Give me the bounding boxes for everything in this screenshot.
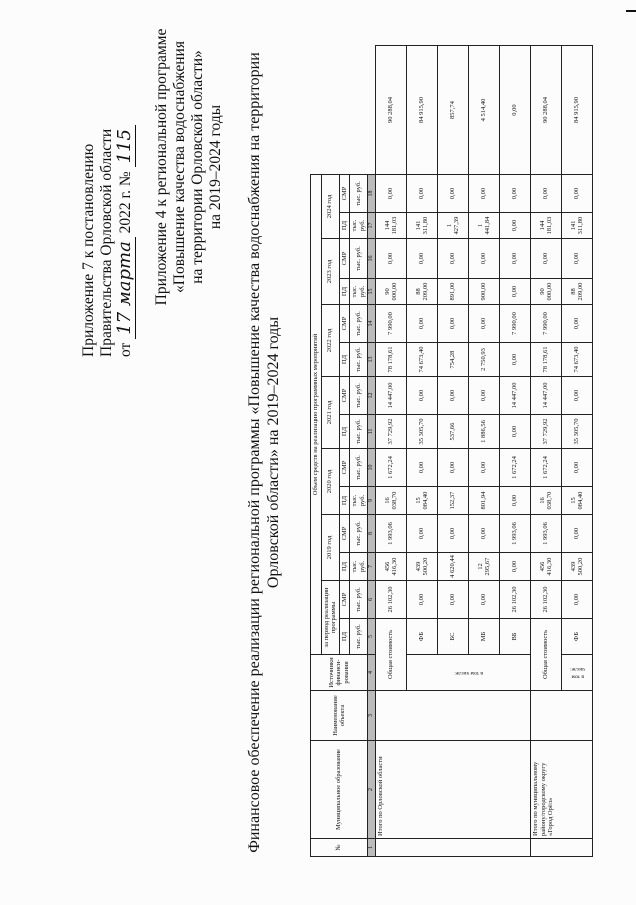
column-number: 16 xyxy=(368,239,376,279)
value-cell: 88 209,00 xyxy=(562,279,593,305)
header-row-1 xyxy=(311,46,322,857)
object-cell xyxy=(531,691,593,741)
column-number: 1 xyxy=(368,839,376,857)
value-cell: 15 084,40 xyxy=(407,487,438,515)
value-cell: 7 990,00 xyxy=(500,305,531,343)
year-2024-header: 2024 год xyxy=(321,175,339,239)
decree-header xyxy=(80,67,135,357)
unit-header: тыс. руб. xyxy=(350,279,368,305)
appendix-header xyxy=(153,17,225,317)
value-cell: 14 447,00 xyxy=(531,377,562,415)
value-cell: 1 886,56 xyxy=(469,415,500,449)
value-cell: 0,00 xyxy=(438,449,469,487)
source-cell: БС xyxy=(438,619,469,655)
value-cell: 0,00 xyxy=(407,449,438,487)
including-label: в том числе: xyxy=(407,655,531,691)
value-cell: 35 305,70 xyxy=(562,415,593,449)
value-cell: 152,37 xyxy=(438,487,469,515)
source-cell: ФБ xyxy=(562,619,593,655)
pd-header: ПД xyxy=(339,553,350,581)
value-cell: 1 672,24 xyxy=(376,449,407,487)
header-line-1: Приложение 7 к постановлению xyxy=(80,143,97,357)
column-number-row xyxy=(368,46,376,857)
value-cell: 0,00 xyxy=(500,175,531,213)
value-cell: 537,66 xyxy=(438,415,469,449)
col-object-header: Наименование объекта xyxy=(311,691,368,741)
column-number: 14 xyxy=(368,305,376,343)
smr-header: СМР xyxy=(339,175,350,213)
handwritten-date: 17 марта xyxy=(114,237,136,339)
value-cell: 26 102,30 xyxy=(500,581,531,619)
year-2023-header: 2023 год xyxy=(321,239,339,305)
value-cell: 141 311,80 xyxy=(407,213,438,239)
value-cell: 4 514,40 xyxy=(469,46,500,175)
unit-header: тыс. руб. xyxy=(350,581,368,619)
column-number: 7 xyxy=(368,553,376,581)
unit-header: тыс. руб. xyxy=(350,175,368,213)
column-number: 10 xyxy=(368,449,376,487)
column-number: 13 xyxy=(368,343,376,377)
value-cell: 1 672,24 xyxy=(531,449,562,487)
source-cell: МБ xyxy=(469,619,500,655)
value-cell: 0,00 xyxy=(469,581,500,619)
appendix-line-2: «Повышение качества водоснабжения xyxy=(171,41,188,293)
value-cell: 0,00 xyxy=(407,305,438,343)
value-cell: 0,00 xyxy=(562,305,593,343)
value-cell: 90 288,04 xyxy=(376,46,407,175)
value-cell: 0,00 xyxy=(469,449,500,487)
unit-header: тыс. руб. xyxy=(350,415,368,449)
value-cell: 0,00 xyxy=(438,305,469,343)
value-cell: 37 729,92 xyxy=(531,415,562,449)
value-cell: 1 993,06 xyxy=(376,515,407,553)
value-cell: 26 102,30 xyxy=(531,581,562,619)
pd-header: ПД xyxy=(339,343,350,377)
object-cell xyxy=(376,691,531,741)
col-num-header: № xyxy=(311,839,368,857)
column-number: 2 xyxy=(368,741,376,839)
value-cell: 16 038,70 xyxy=(531,487,562,515)
header-line-3 xyxy=(116,67,135,357)
column-number: 15 xyxy=(368,279,376,305)
value-cell: 900,00 xyxy=(469,279,500,305)
value-cell: 0,00 xyxy=(500,46,531,175)
value-cell: 0,00 xyxy=(438,239,469,279)
unit-header: тыс. руб. xyxy=(350,213,368,239)
value-cell: 0,00 xyxy=(500,415,531,449)
unit-header: тыс. руб. xyxy=(350,515,368,553)
value-cell: 891,00 xyxy=(438,279,469,305)
value-cell: 1 427,39 xyxy=(438,213,469,239)
year-2022-header: 2022 год xyxy=(321,305,339,377)
volume-header: Объем средств на реализацию программных мероприятий xyxy=(311,175,322,655)
value-cell: 0,00 xyxy=(500,213,531,239)
unit-header: тыс. руб. xyxy=(350,377,368,415)
value-cell: 84 915,90 xyxy=(407,46,438,175)
value-cell: 0,00 xyxy=(469,515,500,553)
value-cell: 7 990,00 xyxy=(531,305,562,343)
value-cell: 88 209,00 xyxy=(407,279,438,305)
column-number: 18 xyxy=(368,175,376,213)
value-cell: 0,00 xyxy=(500,553,531,581)
value-cell: 0,00 xyxy=(562,377,593,415)
value-cell: 78 178,61 xyxy=(376,343,407,377)
header-date-prefix: от xyxy=(117,342,134,357)
column-number: 9 xyxy=(368,487,376,515)
value-cell: 0,00 xyxy=(407,581,438,619)
program-period-header: за период реализации программы xyxy=(321,581,339,655)
value-cell: 0,00 xyxy=(562,175,593,213)
value-cell: 0,00 xyxy=(438,175,469,213)
value-cell: 0,00 xyxy=(407,515,438,553)
smr-header: СМР xyxy=(339,377,350,415)
value-cell: 801,94 xyxy=(469,487,500,515)
including-label: в том числе: xyxy=(562,655,593,691)
value-cell: 78 178,61 xyxy=(531,343,562,377)
value-cell: 0,00 xyxy=(376,175,407,213)
source-cell: ВБ xyxy=(500,619,531,655)
unit-header: тыс. руб. xyxy=(350,343,368,377)
column-number: 6 xyxy=(368,581,376,619)
header-year: 2022 г. № xyxy=(117,171,134,234)
pd-header: ПД xyxy=(339,487,350,515)
unit-header: тыс. руб. xyxy=(350,553,368,581)
value-cell: 1 672,24 xyxy=(500,449,531,487)
document-title xyxy=(245,0,283,905)
pd-header: ПД xyxy=(339,213,350,239)
value-cell: 37 729,92 xyxy=(376,415,407,449)
value-cell: 439 500,20 xyxy=(407,553,438,581)
unit-header: тыс. руб. xyxy=(350,305,368,343)
value-cell: 0,00 xyxy=(407,175,438,213)
value-cell: 0,00 xyxy=(531,175,562,213)
value-cell: 84 915,90 xyxy=(562,46,593,175)
value-cell: 35 305,70 xyxy=(407,415,438,449)
appendix-line-3: на территории Орловской области» xyxy=(189,50,206,284)
value-cell: 0,00 xyxy=(376,239,407,279)
table-body xyxy=(376,46,593,857)
value-cell: 0,00 xyxy=(438,581,469,619)
col-source-header: Источники финанси-рования xyxy=(311,655,368,691)
value-cell: 0,00 xyxy=(500,343,531,377)
value-cell: 0,00 xyxy=(500,239,531,279)
smr-header: СМР xyxy=(339,239,350,279)
value-cell: 1 441,84 xyxy=(469,213,500,239)
unit-header: тыс. руб. xyxy=(350,449,368,487)
smr-header: СМР xyxy=(339,581,350,619)
smr-header: СМР xyxy=(339,515,350,553)
row-number-cell xyxy=(376,839,531,857)
value-cell: 74 673,40 xyxy=(407,343,438,377)
value-cell: 0,00 xyxy=(438,377,469,415)
smr-header: СМР xyxy=(339,449,350,487)
value-cell: 0,00 xyxy=(469,175,500,213)
value-cell: 754,28 xyxy=(438,343,469,377)
unit-header: тыс. руб. xyxy=(350,487,368,515)
title-line-2: Орловской области» на 2019–2024 годы xyxy=(265,316,282,589)
value-cell: 0,00 xyxy=(562,239,593,279)
pd-header: ПД xyxy=(339,619,350,655)
table-row xyxy=(376,46,407,857)
value-cell: 456 416,30 xyxy=(376,553,407,581)
value-cell: 90 000,00 xyxy=(531,279,562,305)
value-cell: 0,00 xyxy=(500,279,531,305)
column-number: 17 xyxy=(368,213,376,239)
value-cell: 16 038,70 xyxy=(376,487,407,515)
table-row xyxy=(531,46,562,857)
year-2021-header: 2021 год xyxy=(321,377,339,449)
column-number: 12 xyxy=(368,377,376,415)
pd-header: ПД xyxy=(339,279,350,305)
value-cell: 7 990,00 xyxy=(376,305,407,343)
col-municipality-header: Муниципальное образование xyxy=(311,741,368,839)
handwritten-number: 115 xyxy=(114,125,136,167)
financing-table xyxy=(310,45,593,857)
value-cell: 144 181,03 xyxy=(531,213,562,239)
column-number: 11 xyxy=(368,415,376,449)
year-2020-header: 2020 год xyxy=(321,449,339,515)
header-line-2: Правительства Орловской области xyxy=(98,128,115,357)
title-line-1: Финансовое обеспечение реализации региональной программы «Повышение качества водоснабжения на территории xyxy=(246,52,263,853)
value-cell: 857,74 xyxy=(438,46,469,175)
value-cell: 0,00 xyxy=(500,487,531,515)
column-number: 4 xyxy=(368,655,376,691)
value-cell: 90 000,00 xyxy=(376,279,407,305)
year-2019-header: 2019 год xyxy=(321,515,339,581)
value-cell: 0,00 xyxy=(469,239,500,279)
pd-header: ПД xyxy=(339,415,350,449)
value-cell: 12 295,67 xyxy=(469,553,500,581)
value-cell: 0,00 xyxy=(469,305,500,343)
unit-header: тыс. руб. xyxy=(350,239,368,279)
unit-header: тыс. руб. xyxy=(350,619,368,655)
row-number-cell xyxy=(531,839,593,857)
value-cell: 74 673,40 xyxy=(562,343,593,377)
source-cell: Общая стоимость xyxy=(376,619,407,691)
source-cell: Общая стоимость xyxy=(531,619,562,691)
value-cell: 0,00 xyxy=(531,239,562,279)
smr-header: СМР xyxy=(339,305,350,343)
value-cell: 26 102,30 xyxy=(376,581,407,619)
value-cell: 2 750,93 xyxy=(469,343,500,377)
value-cell: 14 447,00 xyxy=(500,377,531,415)
appendix-line-4: на 2019–2024 годы xyxy=(207,104,224,230)
value-cell: 456 416,30 xyxy=(531,553,562,581)
source-cell: ФБ xyxy=(407,619,438,655)
value-cell: 0,00 xyxy=(407,239,438,279)
value-cell: 144 181,03 xyxy=(376,213,407,239)
value-cell: 1 993,06 xyxy=(531,515,562,553)
value-cell: 141 311,80 xyxy=(562,213,593,239)
municipality-cell: Итого по Орловской области xyxy=(376,741,531,839)
value-cell: 4 620,44 xyxy=(438,553,469,581)
value-cell: 14 447,00 xyxy=(376,377,407,415)
column-number: 5 xyxy=(368,619,376,655)
value-cell: 0,00 xyxy=(438,515,469,553)
column-number: 3 xyxy=(368,691,376,741)
value-cell: 0,00 xyxy=(469,377,500,415)
appendix-line-1: Приложение 4 к региональной программе xyxy=(153,28,170,306)
value-cell: 439 500,20 xyxy=(562,553,593,581)
value-cell: 0,00 xyxy=(562,515,593,553)
value-cell: 1 993,06 xyxy=(500,515,531,553)
municipality-cell: Итого по муниципальному району/городскому округу «Город Орёл» xyxy=(531,741,593,839)
column-number: 8 xyxy=(368,515,376,553)
value-cell: 90 288,04 xyxy=(531,46,562,175)
value-cell: 0,00 xyxy=(407,377,438,415)
value-cell: 0,00 xyxy=(562,581,593,619)
value-cell: 15 084,40 xyxy=(562,487,593,515)
value-cell: 0,00 xyxy=(562,449,593,487)
